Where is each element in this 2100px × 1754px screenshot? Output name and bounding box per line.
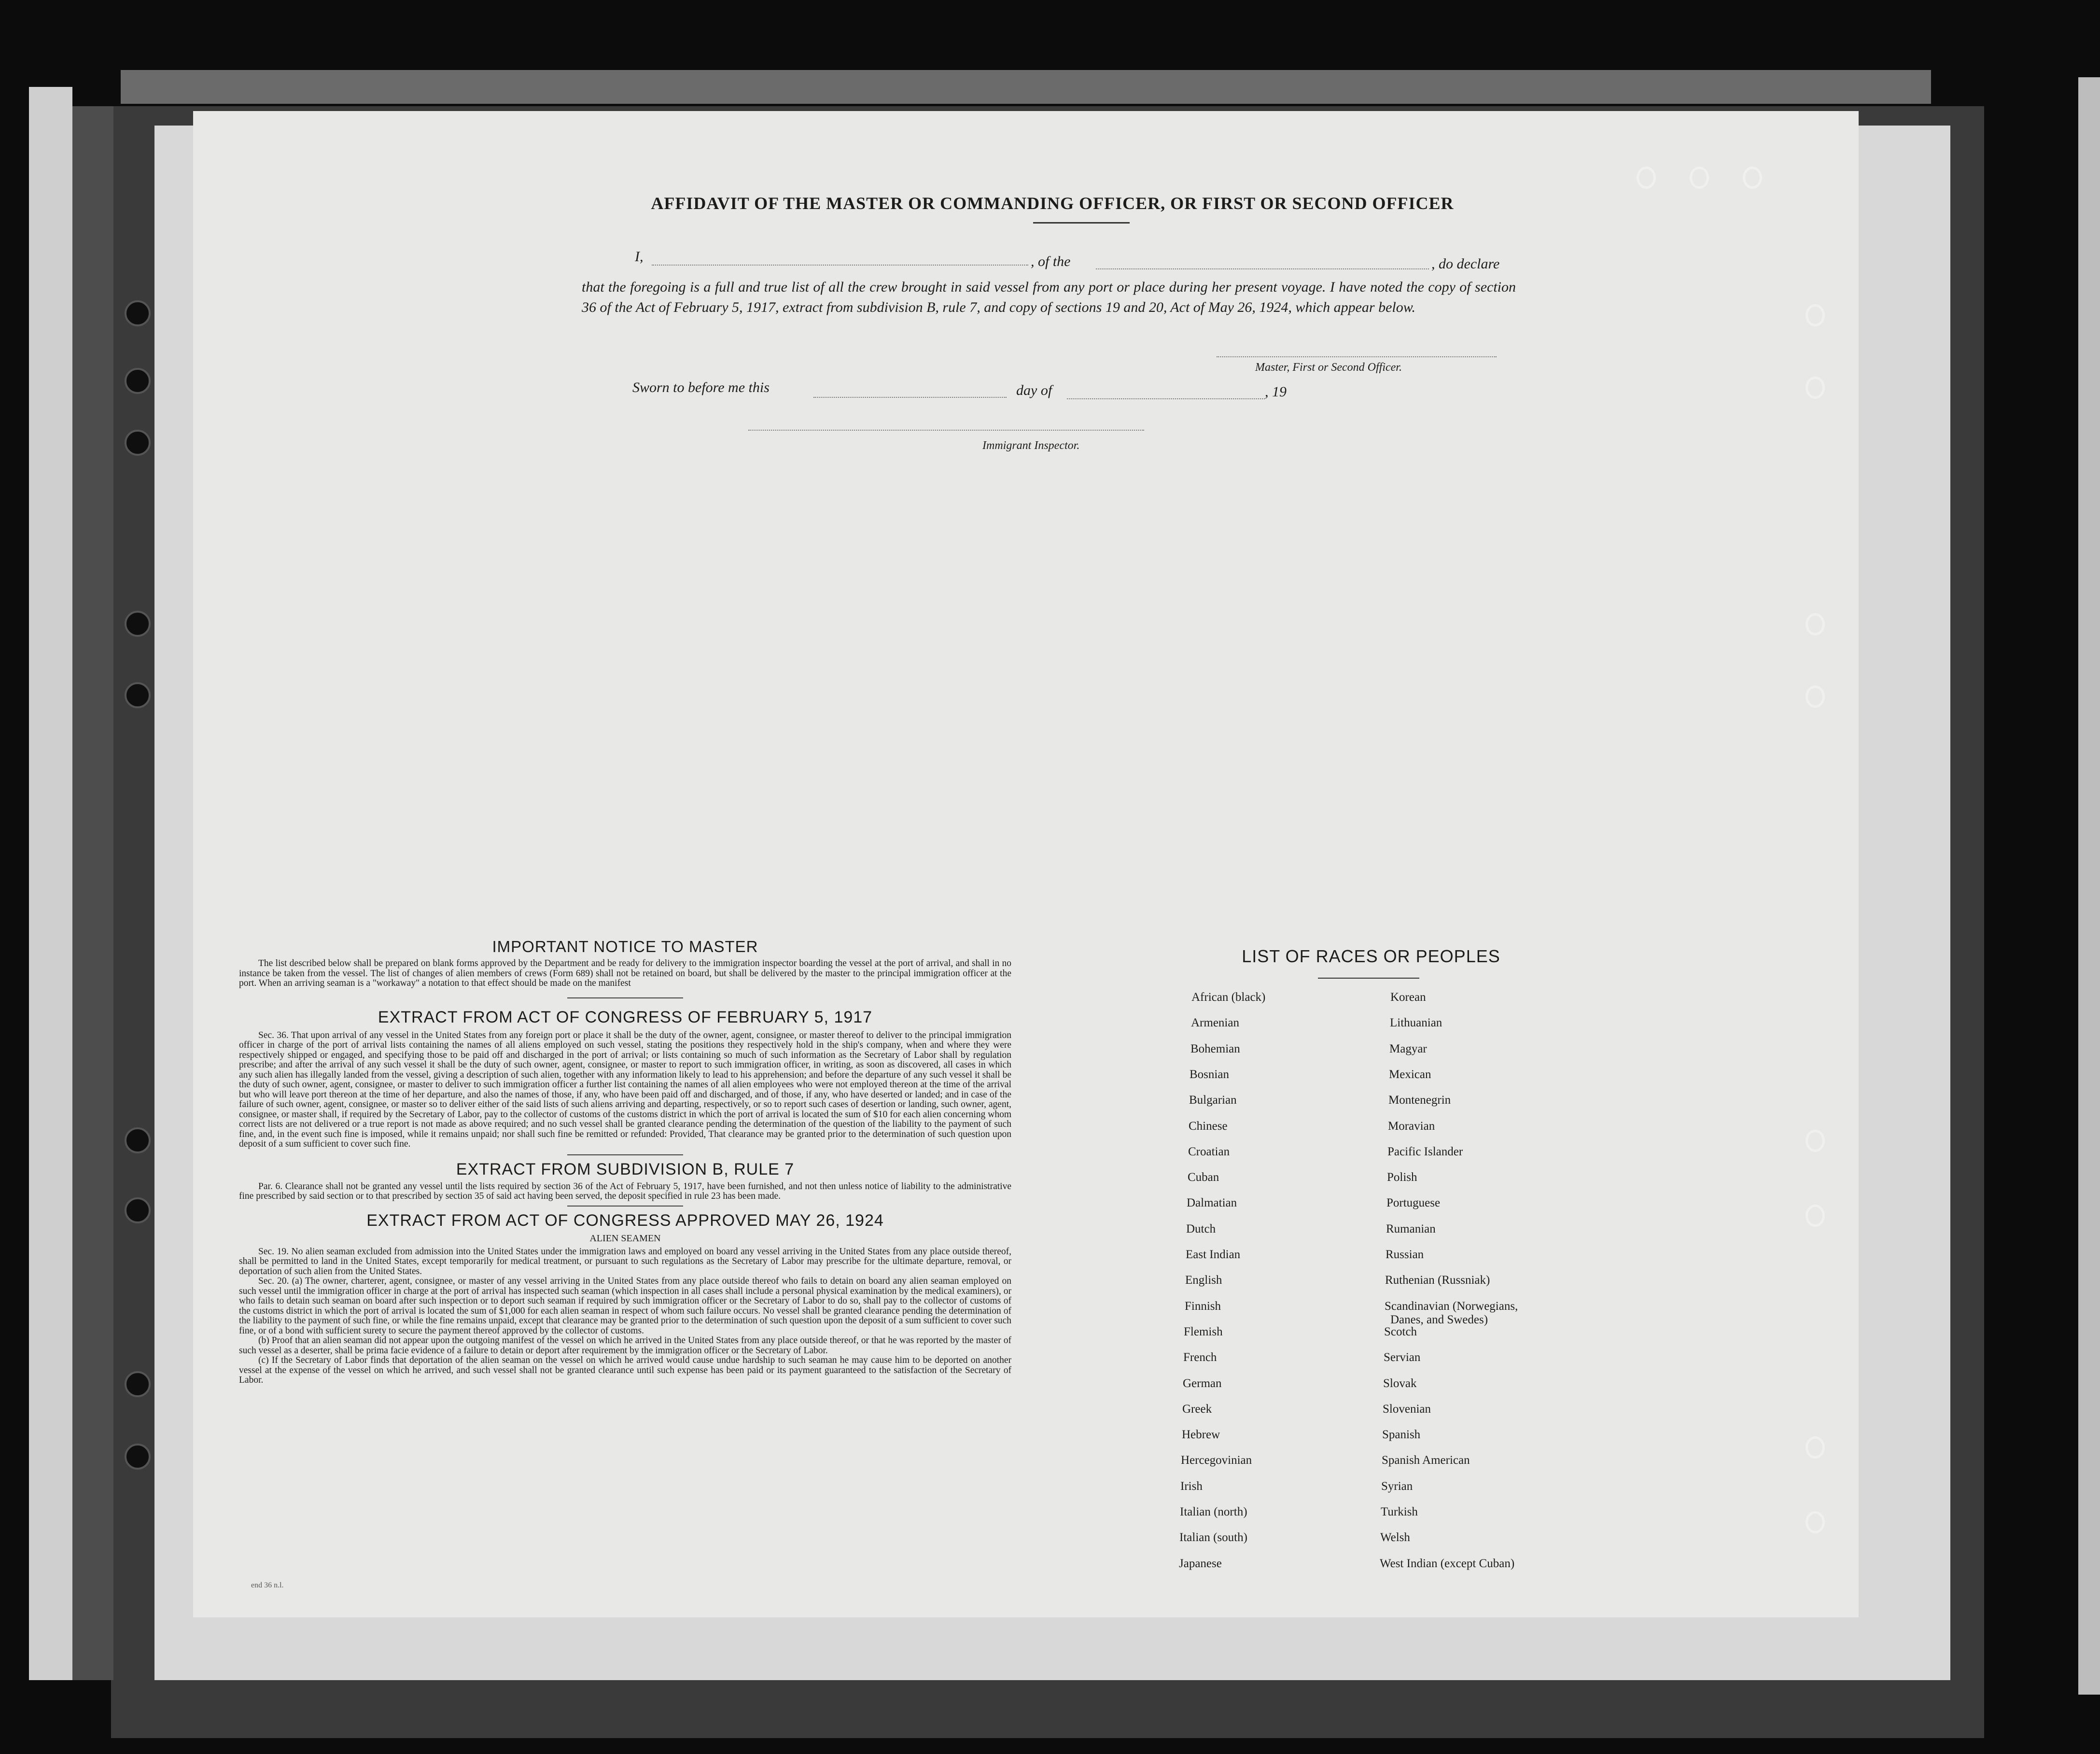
race-item: Italian (south) [1179,1531,1247,1544]
races-title: LIST OF RACES OR PEOPLES [1242,946,1500,966]
affidavit-do-declare: , do declare [1431,256,1500,272]
extract-1917-title: EXTRACT FROM ACT OF CONGRESS OF FEBRUARY 5, 1917 [378,1008,873,1026]
title-rule [1033,222,1130,224]
binder-hole [125,430,151,456]
punch-hole [1806,1205,1825,1227]
race-item: Lithuanian [1390,1016,1442,1029]
binder-hole [125,1127,151,1153]
punch-hole [1743,167,1762,189]
punch-hole [1806,613,1825,635]
sec-20a-text: Sec. 20. (a) The owner, charterer, agent, consignee, or master of any vessel arriving in the United States from any place outside thereof who fails to detain on board any alien seaman employed on such vessel until the immigration officer in charge at the port of arrival has inspected such seaman (which inspection in all cases shall include a personal physical examination by the medical examiners), or who fails to detain such seaman on board after such inspection or to deport such seaman if required by such immigration officer or the Secretary of Labor to do so, shall pay to the collector of customs of the customs district in which the port of arrival is located the sum of $1,000 for each alien seaman in respect of whom such failure occurs. No vessel shall be granted clearance pending the determination of the liability to the payment of such fine, or while the fine remains unpaid, except that clearance may be granted prior to the determination of such question upon the deposit of a sum sufficient to cover such fine, or of a bond with sufficient surety to secure the payment thereof approved by the collector of customs. [239,1276,1011,1336]
race-item: African (black) [1191,991,1266,1004]
binder-hole [125,1371,151,1397]
race-item: Dalmatian [1187,1196,1237,1209]
race-item: Syrian [1381,1480,1413,1493]
extract-1924-title: EXTRACT FROM ACT OF CONGRESS APPROVED MAY 26, 1924 [366,1211,884,1230]
affidavit-text: that the foregoing is a full and true list of all the crew brought in said vessel from any port or place during her present voyage. I have noted the copy of section 36 of the Act of February 5, 1917, extract from subdivision B, rule 7, and copy of sections 19 and 20, Act of May 26, 1924, which appear below. [582,279,1516,315]
race-item: Flemish [1184,1325,1223,1338]
races-title-rule [1318,978,1419,979]
name-blank-line[interactable] [652,265,1028,266]
race-item: Russian [1386,1248,1424,1261]
race-item: Greek [1182,1403,1212,1416]
race-item: French [1183,1351,1217,1364]
form-page [193,111,1859,1617]
sec-20b-text: (b) Proof that an alien seaman did not appear upon the outgoing manifest of the vessel on which he arrived in the United States from any place outside thereof, or that he was reported by the master of such vessel as a deserter, shall be prima facie evidence of a failure to detain or deport after requirement by the immigration officer or the Secretary of Labor. [239,1335,1011,1356]
race-item: Hebrew [1182,1428,1220,1441]
race-item: Spanish [1382,1428,1421,1441]
race-item: Armenian [1191,1016,1239,1029]
race-item: Bosnian [1190,1068,1229,1081]
race-item: Cuban [1188,1171,1219,1184]
race-item: Montenegrin [1388,1094,1451,1107]
race-item: Dutch [1186,1222,1216,1235]
binder-hole [125,682,151,708]
affidavit-i: I, [635,249,644,265]
binder-hole [125,611,151,637]
race-item: Slovak [1383,1377,1417,1390]
race-item: Korean [1390,991,1426,1004]
binder-hole [125,368,151,394]
master-signature-line[interactable] [1217,356,1497,357]
race-item: Chinese [1189,1120,1228,1133]
section-rule [567,1206,683,1207]
punch-hole [1637,167,1656,189]
punch-hole [1806,1511,1825,1533]
binder-hole [125,1197,151,1223]
binder-hole [125,300,151,326]
notice-text: The list described below shall be prepared on blank forms approved by the Department and be ready for delivery to the immigration inspector boarding the vessel at the port of arrival, and shall in no instance be taken from the vessel. The list of changes of alien members of crews (Form 689) shall not be retained on board, but shall be delivered by the master to the principal immigration officer at the port. When an arriving seaman is a "workaway" a notation to that effect should be made on the manifest [239,958,1011,988]
race-item: Scotch [1384,1325,1417,1338]
race-item: Mexican [1389,1068,1431,1081]
binder-left-strip [29,87,72,1680]
extract-1917-text: Sec. 36. That upon arrival of any vessel in the United States from any foreign port or place it shall be the duty of the owner, agent, consignee, or master thereof to deliver to the principal immigration officer in charge of the port of arrival lists containing the names of all aliens employed on such vessel, stating the positions they respectively hold in the ship's company, when and where they were respectively shipped or engaged, and specifying those to be paid off and discharged in the port of arrival; or lists containing so much of such information as the Secretary of Labor shall by regulation prescribe; and after the arrival of any such vessel it shall be the duty of such owner, agent, consignee, or master to report to such immigration officer, in writing, as soon as discovered, all cases in which any such alien has illegally landed from the vessel, giving a description of such alien, together with any information likely to lead to his apprehension; and before the departure of any such vessel it shall be the duty of such owner, agent, consignee, or master to deliver to such immigration officer a further list containing the names of all alien employees who were not employed thereon at the time of the arrival but who will leave port thereon at the time of her departure, and also the names of those, if any, who have been paid off and discharged, and of those, if any, who have deserted or landed; and in case of the failure of such owner, agent, consignee, or master so to deliver either of the said lists of such aliens arriving and departing, respectively, or so to report such cases of desertion or landing, such owner, agent, consignee, or master shall, if required by the Secretary of Labor, pay to the collector of customs of the customs district in which the port of arrival is located the sum of $10 for each alien concerning whom correct lists are not delivered or a true report is not made as above required; and no such vessel shall be granted clearance pending the determination of the question of the liability to the payment of such fine, and, in the event such fine is imposed, while it remains unpaid; nor shall such fine be remitted or refunded: Provided, That clearance may be granted prior to the determination of such question upon deposit of a sum sufficient to cover such fine. [239,1030,1011,1149]
page-top-edge [121,70,1931,104]
extract-1924-subtitle: ALIEN SEAMEN [589,1233,661,1244]
year-label: , 19 [1265,384,1287,400]
vessel-blank-line[interactable] [1096,268,1429,269]
race-item: Bohemian [1190,1042,1240,1055]
race-item: Hercegovinian [1181,1454,1252,1467]
notice-title: IMPORTANT NOTICE TO MASTER [492,938,758,955]
inspector-label: Immigrant Inspector. [982,439,1080,452]
race-item: Slovenian [1383,1403,1431,1416]
affidavit-title: AFFIDAVIT OF THE MASTER OR COMMANDING OFFICER, OR FIRST OR SECOND OFFICER [651,194,1454,213]
race-item: German [1183,1377,1222,1390]
sec-20c-text: (c) If the Secretary of Labor finds that deportation of the alien seaman on the vessel on which he arrived would cause undue hardship to such seaman he may cause him to be deported on another vessel at the expense of the vessel on which he arrived, and such vessel shall not be granted clearance until such expense has been paid or its payment guaranteed to the satisfaction of the Secretary of Labor. [239,1355,1011,1385]
sworn-label: Sworn to before me this [632,379,770,395]
binder-right-strip [2078,77,2100,1695]
race-item: Croatian [1188,1145,1230,1158]
notices-column [239,938,1011,1386]
month-blank-line[interactable] [1067,398,1265,399]
race-item: Japanese [1179,1557,1222,1570]
race-item: Finnish [1185,1300,1221,1313]
affidavit-of-the: , of the [1031,253,1071,269]
race-item: Welsh [1380,1531,1410,1544]
race-item: English [1185,1274,1222,1287]
race-item: East Indian [1186,1248,1241,1261]
punch-hole [1806,377,1825,399]
punch-hole [1806,1130,1825,1152]
race-item: Spanish American [1382,1454,1470,1467]
day-of-label: day of [1016,382,1052,398]
race-item: Moravian [1388,1120,1435,1133]
master-label: Master, First or Second Officer. [1255,361,1402,374]
inspector-signature-line[interactable] [748,430,1144,431]
race-item: Portuguese [1386,1196,1441,1209]
extract-rule7-text: Par. 6. Clearance shall not be granted any vessel until the lists required by section 36 of the Act of February 5, 1917, have been furnished, and not then unless notice of liability to the administrative fine prescribed by said section or to that prescribed by section 35 of said act having been served, the deposit specified in rule 23 has been made. [239,1181,1011,1201]
race-item: Servian [1384,1351,1421,1364]
race-item: Turkish [1381,1505,1418,1518]
race-item: Italian (north) [1180,1505,1247,1518]
binder-spine [72,106,113,1680]
race-item: Pacific Islander [1387,1145,1463,1158]
race-item: West Indian (except Cuban) [1380,1557,1515,1570]
punch-hole [1806,686,1825,708]
race-item: Magyar [1389,1042,1427,1055]
race-item: Irish [1180,1480,1203,1493]
footer-mark: end 36 n.l. [251,1581,284,1589]
race-item: Rumanian [1386,1222,1436,1235]
sec-19-text: Sec. 19. No alien seaman excluded from admission into the United States under the immigration laws and employed on board any vessel arriving in the United States from any place outside thereof, shall be permitted to land in the United States, except temporarily for medical treatment, or pursuant to such regulations as the Secretary of Labor may prescribe for the ultimate departure, removal, or deportation of such alien from the United States. [239,1246,1011,1277]
punch-hole [1690,167,1709,189]
section-rule [567,997,683,998]
extract-rule7-title: EXTRACT FROM SUBDIVISION B, RULE 7 [456,1160,795,1179]
race-item: Ruthenian (Russniak) [1385,1274,1490,1287]
race-item: Scandinavian (Norwegians, [1385,1300,1518,1313]
race-item: Polish [1387,1171,1417,1184]
day-blank-line[interactable] [813,397,1007,398]
race-item: Danes, and Swedes) [1390,1313,1488,1326]
race-item: Bulgarian [1189,1094,1237,1107]
punch-hole [1806,1436,1825,1459]
section-rule [567,1154,683,1155]
punch-hole [1806,304,1825,326]
binder-hole [125,1444,151,1470]
